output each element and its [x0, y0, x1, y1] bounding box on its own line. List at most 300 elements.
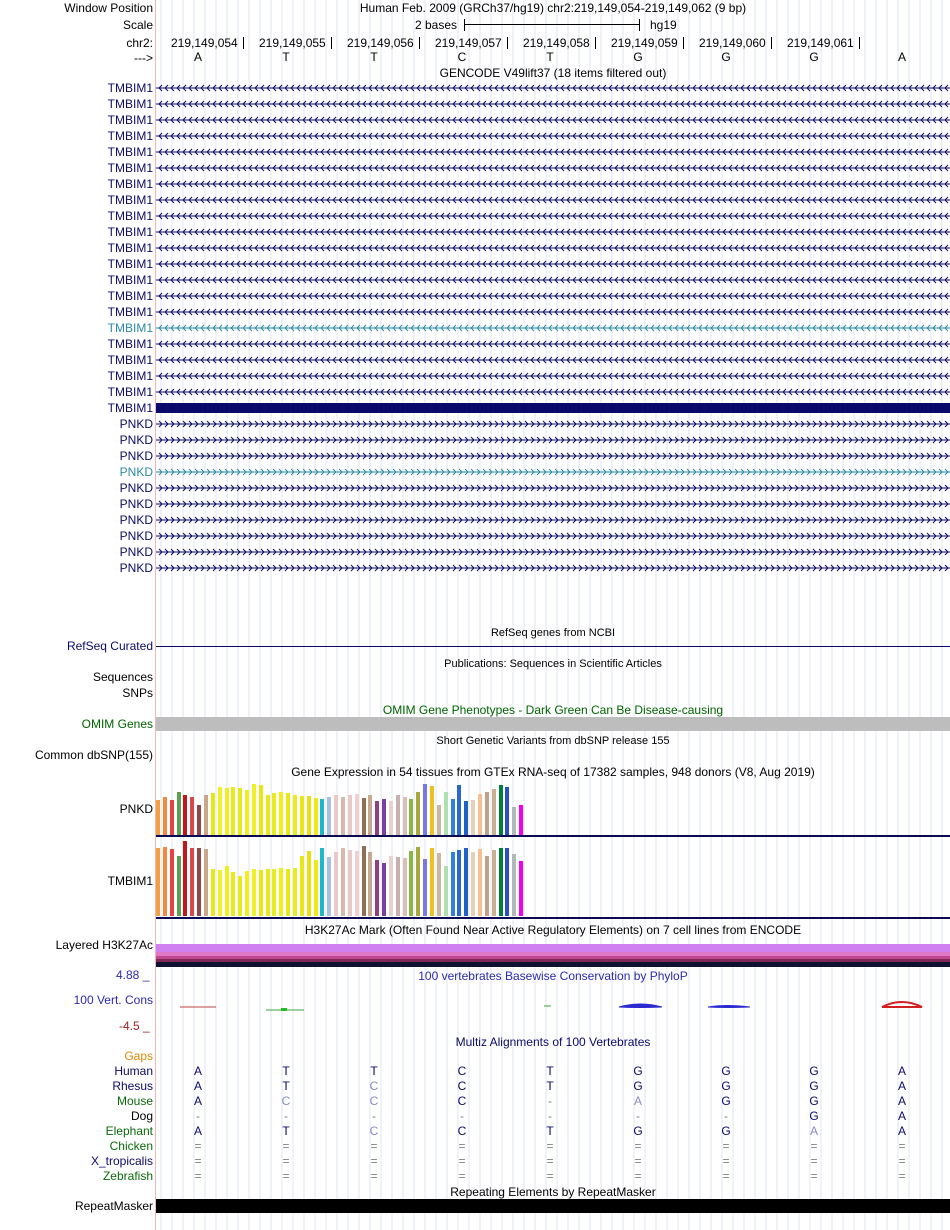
gencode-tmbim1-label[interactable]: TMBIM1 — [107, 209, 153, 223]
multiz-base: C — [457, 1094, 467, 1108]
chrom-label: chr2: — [126, 36, 153, 50]
gencode-tmbim1-label[interactable]: TMBIM1 — [107, 337, 153, 351]
gtex-tmbim1-bar[interactable] — [505, 848, 509, 916]
gencode-tmbim1-transcript[interactable] — [156, 306, 950, 318]
gtex-pnkd-bar[interactable] — [320, 799, 324, 835]
reference-base: T — [370, 50, 378, 64]
gencode-pnkd-label[interactable]: PNKD — [119, 513, 153, 527]
gtex-pnkd-bar[interactable] — [279, 792, 283, 835]
gencode-pnkd-label[interactable]: PNKD — [119, 465, 153, 479]
omim-label[interactable]: OMIM Genes — [81, 717, 153, 731]
gencode-pnkd-label[interactable]: PNKD — [119, 545, 153, 559]
reference-base: C — [457, 50, 467, 64]
gtex-pnkd-bar[interactable] — [423, 784, 427, 835]
gtex-tmbim1-bar[interactable] — [252, 869, 256, 916]
gtex-tmbim1-bar[interactable] — [499, 848, 503, 916]
multiz-base: T — [546, 1079, 554, 1093]
multiz-base: G — [721, 1094, 731, 1108]
multiz-base: = — [634, 1154, 642, 1168]
gencode-pnkd-transcript[interactable] — [156, 530, 950, 542]
gtex-pnkd-bar[interactable] — [492, 789, 496, 835]
multiz-base: = — [282, 1154, 290, 1168]
gtex-pnkd-bar[interactable] — [478, 794, 482, 835]
gtex-tmbim1-bar[interactable] — [190, 848, 194, 916]
gencode-tmbim1-transcript[interactable] — [156, 226, 950, 238]
multiz-base: G — [809, 1079, 819, 1093]
gtex-pnkd-bar[interactable] — [451, 799, 455, 835]
dbsnp-label[interactable]: Common dbSNP(155) — [34, 748, 153, 762]
gtex-pnkd-bar[interactable] — [272, 793, 276, 835]
multiz-species-label[interactable]: Chicken — [109, 1139, 153, 1153]
gencode-tmbim1-label[interactable]: TMBIM1 — [107, 369, 153, 383]
multiz-base: T — [546, 1124, 554, 1138]
gencode-pnkd-label[interactable]: PNKD — [119, 481, 153, 495]
gtex-pnkd-bar[interactable] — [389, 801, 393, 835]
multiz-base: = — [810, 1154, 818, 1168]
gtex-tmbim1-bar[interactable] — [375, 860, 379, 916]
gencode-tmbim1-label[interactable]: TMBIM1 — [107, 353, 153, 367]
gtex-tmbim1-bar[interactable] — [197, 848, 201, 916]
gencode-tmbim1-label[interactable]: TMBIM1 — [107, 145, 153, 159]
gtex-tmbim1-bar[interactable] — [464, 848, 468, 916]
position-label: 219,149,058 — [523, 36, 596, 50]
gtex-tmbim1-bar[interactable] — [471, 852, 475, 916]
position-label: 219,149,060 — [699, 36, 772, 50]
gtex-pnkd-bar[interactable] — [499, 785, 503, 835]
gencode-tmbim1-label[interactable]: TMBIM1 — [107, 81, 153, 95]
gtex-tmbim1-bar[interactable] — [245, 871, 249, 916]
gtex-pnkd-bar[interactable] — [211, 793, 215, 835]
gtex-pnkd-bar[interactable] — [300, 796, 304, 835]
multiz-species-label[interactable]: Dog — [130, 1109, 153, 1123]
gtex-tmbim1-bar[interactable] — [512, 854, 516, 916]
gencode-tmbim1-label[interactable]: TMBIM1 — [107, 385, 153, 399]
gencode-title: GENCODE V49lift37 (18 items filtered out) — [439, 66, 667, 80]
omim-bar[interactable] — [156, 717, 950, 731]
gencode-tmbim1-transcript[interactable] — [156, 370, 950, 382]
gencode-tmbim1-transcript[interactable] — [156, 130, 950, 142]
gtex-tmbim1-bar[interactable] — [341, 848, 345, 916]
repeatmasker-bar[interactable] — [156, 1199, 950, 1213]
multiz-base: = — [722, 1154, 730, 1168]
multiz-base: C — [281, 1094, 291, 1108]
gtex-pnkd-bar[interactable] — [177, 792, 181, 835]
gtex-tmbim1-bar[interactable] — [444, 866, 448, 916]
gencode-tmbim1-label[interactable]: TMBIM1 — [107, 257, 153, 271]
gencode-pnkd-label[interactable]: PNKD — [119, 449, 153, 463]
multiz-base: = — [722, 1169, 730, 1183]
gencode-tmbim1-transcript[interactable] — [156, 146, 950, 158]
gtex-pnkd-bar[interactable] — [190, 797, 194, 835]
multiz-base: A — [897, 1064, 906, 1078]
multiz-base: T — [282, 1079, 290, 1093]
gtex-pnkd-bar[interactable] — [266, 795, 270, 835]
gencode-tmbim1-label[interactable]: TMBIM1 — [107, 273, 153, 287]
multiz-base: = — [898, 1169, 906, 1183]
multiz-base: G — [633, 1079, 643, 1093]
gencode-tmbim1-transcript[interactable] — [156, 403, 950, 413]
gtex-pnkd-bar[interactable] — [444, 792, 448, 835]
gtex-gene1-label[interactable]: PNKD — [119, 802, 153, 816]
position-label: 219,149,054 — [171, 36, 244, 50]
multiz-base: T — [282, 1124, 290, 1138]
multiz-base: - — [548, 1094, 552, 1108]
multiz-base: T — [546, 1064, 554, 1078]
gtex-tmbim1-bar[interactable] — [238, 876, 242, 916]
multiz-base: C — [457, 1124, 467, 1138]
gencode-pnkd-transcript[interactable] — [156, 418, 950, 430]
multiz-base: C — [457, 1064, 467, 1078]
gencode-pnkd-transcript[interactable] — [156, 562, 950, 574]
multiz-base: - — [284, 1109, 288, 1123]
gencode-tmbim1-transcript[interactable] — [156, 338, 950, 350]
gtex-tmbim1-bar[interactable] — [478, 849, 482, 916]
multiz-base: = — [634, 1139, 642, 1153]
multiz-base: A — [193, 1124, 202, 1138]
gencode-pnkd-transcript[interactable] — [156, 514, 950, 526]
multiz-base: = — [194, 1139, 202, 1153]
gencode-pnkd-transcript[interactable] — [156, 546, 950, 558]
gtex-pnkd-bar[interactable] — [348, 795, 352, 835]
multiz-base: A — [193, 1094, 202, 1108]
gtex-gene2-label[interactable]: TMBIM1 — [107, 874, 153, 888]
multiz-base: = — [810, 1139, 818, 1153]
multiz-base: = — [898, 1154, 906, 1168]
gencode-pnkd-label[interactable]: PNKD — [119, 417, 153, 431]
multiz-gaps-label[interactable]: Gaps — [124, 1049, 153, 1063]
multiz-base: C — [369, 1094, 379, 1108]
reference-base: A — [897, 50, 906, 64]
gtex-pnkd-bar[interactable] — [368, 795, 372, 835]
gencode-tmbim1-label[interactable]: TMBIM1 — [107, 161, 153, 175]
gtex-separator-1 — [156, 835, 950, 837]
multiz-base: A — [193, 1064, 202, 1078]
multiz-base: G — [721, 1064, 731, 1078]
multiz-base: G — [633, 1064, 643, 1078]
multiz-base: = — [458, 1169, 466, 1183]
repeatmasker-title: Repeating Elements by RepeatMasker — [450, 1185, 656, 1199]
gtex-tmbim1-bar[interactable] — [286, 869, 290, 916]
h3k27ac-label[interactable]: Layered H3K27Ac — [55, 938, 153, 952]
gtex-tmbim1-bar[interactable] — [300, 856, 304, 916]
repeatmasker-label[interactable]: RepeatMasker — [74, 1199, 153, 1213]
gencode-pnkd-transcript[interactable] — [156, 434, 950, 446]
gtex-tmbim1-bar[interactable] — [218, 870, 222, 916]
multiz-base: = — [370, 1154, 378, 1168]
gencode-pnkd-transcript[interactable] — [156, 498, 950, 510]
gencode-tmbim1-label[interactable]: TMBIM1 — [107, 193, 153, 207]
gtex-tmbim1-bar[interactable] — [396, 857, 400, 916]
phylop-min-label: -4.5 _ — [119, 1019, 150, 1033]
gtex-tmbim1-bar[interactable] — [430, 848, 434, 916]
gtex-pnkd-bar[interactable] — [471, 800, 475, 835]
gtex-tmbim1-bar[interactable] — [225, 866, 229, 916]
reference-base: A — [193, 50, 202, 64]
gtex-tmbim1-bar[interactable] — [334, 852, 338, 916]
gencode-tmbim1-transcript[interactable] — [156, 194, 950, 206]
multiz-base: A — [193, 1079, 202, 1093]
multiz-base: G — [721, 1079, 731, 1093]
gencode-tmbim1-transcript[interactable] — [156, 274, 950, 286]
multiz-base: = — [722, 1139, 730, 1153]
multiz-base: - — [460, 1109, 464, 1123]
gencode-tmbim1-transcript[interactable] — [156, 290, 950, 302]
gtex-pnkd-bar[interactable] — [519, 805, 523, 835]
multiz-base: = — [282, 1169, 290, 1183]
gtex-pnkd-bar[interactable] — [293, 795, 297, 835]
gtex-pnkd-bar[interactable] — [505, 787, 509, 835]
scale-bar — [464, 19, 640, 31]
gtex-pnkd-bar[interactable] — [416, 792, 420, 835]
gtex-tmbim1-bar[interactable] — [451, 852, 455, 916]
gtex-tmbim1-bar[interactable] — [156, 848, 160, 916]
gtex-pnkd-bar[interactable] — [163, 797, 167, 835]
publications-title: Publications: Sequences in Scientific Articles — [444, 658, 662, 670]
multiz-base: A — [897, 1109, 906, 1123]
gtex-pnkd-bar[interactable] — [430, 786, 434, 835]
gtex-pnkd-bar[interactable] — [327, 797, 331, 835]
gtex-tmbim1-bar[interactable] — [362, 846, 366, 916]
multiz-species-label[interactable]: X_tropicalis — [90, 1154, 153, 1168]
gtex-pnkd-bar[interactable] — [204, 795, 208, 835]
gtex-tmbim1-bar[interactable] — [211, 869, 215, 916]
gtex-pnkd-bar[interactable] — [334, 795, 338, 835]
position-label: 219,149,059 — [611, 36, 684, 50]
gencode-tmbim1-transcript[interactable] — [156, 354, 950, 366]
multiz-base: G — [721, 1124, 731, 1138]
gencode-tmbim1-transcript[interactable] — [156, 98, 950, 110]
gtex-tmbim1-bar[interactable] — [519, 861, 523, 916]
position-label: 219,149,061 — [787, 36, 860, 50]
gtex-title: Gene Expression in 54 tissues from GTEx RNA-seq of 17382 samples, 948 donors (V8, Aug 2019) — [291, 765, 815, 779]
gencode-pnkd-label[interactable]: PNKD — [119, 497, 153, 511]
gtex-pnkd-bar[interactable] — [307, 796, 311, 835]
publications-snps-label[interactable]: SNPs — [122, 686, 153, 700]
gtex-pnkd-bar[interactable] — [231, 787, 235, 835]
omim-title: OMIM Gene Phenotypes - Dark Green Can Be Disease-causing — [382, 703, 724, 717]
reference-base: G — [721, 50, 731, 64]
gtex-pnkd-bar[interactable] — [375, 801, 379, 835]
multiz-base: = — [370, 1139, 378, 1153]
gtex-tmbim1-bar[interactable] — [170, 849, 174, 916]
gtex-pnkd-bar[interactable] — [225, 788, 229, 835]
gtex-tmbim1-bar[interactable] — [389, 856, 393, 916]
multiz-base: = — [194, 1154, 202, 1168]
gtex-pnkd-bar[interactable] — [197, 805, 201, 835]
gencode-tmbim1-transcript[interactable] — [156, 114, 950, 126]
gtex-tmbim1-bar[interactable] — [485, 856, 489, 916]
gtex-tmbim1-bar[interactable] — [382, 863, 386, 916]
gtex-tmbim1-bar[interactable] — [307, 851, 311, 916]
multiz-species-label[interactable]: Elephant — [105, 1124, 153, 1138]
refseq-label[interactable]: RefSeq Curated — [66, 639, 153, 653]
gencode-tmbim1-label[interactable]: TMBIM1 — [107, 113, 153, 127]
gtex-pnkd-bar[interactable] — [485, 792, 489, 835]
multiz-base: = — [546, 1154, 554, 1168]
multiz-base: = — [458, 1154, 466, 1168]
gtex-tmbim1-bar[interactable] — [183, 841, 187, 916]
gtex-pnkd-bar[interactable] — [409, 799, 413, 835]
gtex-tmbim1-bar[interactable] — [259, 870, 263, 916]
gtex-tmbim1-bar[interactable] — [457, 850, 461, 916]
gtex-pnkd-bar[interactable] — [170, 800, 174, 835]
phylop-title: 100 vertebrates Basewise Conservation by PhyloP — [418, 969, 688, 983]
gtex-tmbim1-bar[interactable] — [293, 868, 297, 916]
multiz-base: = — [634, 1169, 642, 1183]
gtex-pnkd-bar[interactable] — [362, 798, 366, 835]
multiz-base: A — [897, 1124, 906, 1138]
gtex-pnkd-bar[interactable] — [218, 787, 222, 835]
gtex-pnkd-chart[interactable] — [156, 780, 536, 835]
multiz-base: - — [196, 1109, 200, 1123]
gtex-pnkd-bar[interactable] — [457, 785, 461, 835]
gtex-tmbim1-bar[interactable] — [348, 850, 352, 916]
gtex-tmbim1-bar[interactable] — [272, 869, 276, 916]
h3k27ac-title: H3K27Ac Mark (Often Found Near Active Regulatory Elements) on 7 cell lines from ENCODE — [304, 923, 802, 937]
gtex-pnkd-bar[interactable] — [382, 799, 386, 835]
gtex-tmbim1-bar[interactable] — [492, 850, 496, 916]
gtex-tmbim1-bar[interactable] — [437, 853, 441, 916]
position-label: 219,149,056 — [347, 36, 420, 50]
gtex-pnkd-bar[interactable] — [341, 797, 345, 835]
multiz-base: - — [372, 1109, 376, 1123]
multiz-base: G — [633, 1124, 643, 1138]
multiz-base: = — [546, 1139, 554, 1153]
scale-text: 2 bases — [415, 18, 458, 32]
gtex-tmbim1-bar[interactable] — [416, 847, 420, 916]
gtex-tmbim1-bar[interactable] — [327, 857, 331, 916]
reference-base: T — [546, 50, 554, 64]
gencode-pnkd-label[interactable]: PNKD — [119, 433, 153, 447]
gencode-tmbim1-label[interactable]: TMBIM1 — [107, 177, 153, 191]
position-label: 219,149,055 — [259, 36, 332, 50]
gtex-tmbim1-bar[interactable] — [177, 856, 181, 916]
gencode-pnkd-transcript[interactable] — [156, 450, 950, 462]
gencode-tmbim1-label[interactable]: TMBIM1 — [107, 97, 153, 111]
gencode-pnkd-transcript[interactable] — [156, 482, 950, 494]
gtex-pnkd-bar[interactable] — [259, 785, 263, 835]
multiz-base: C — [369, 1079, 379, 1093]
multiz-base: = — [898, 1139, 906, 1153]
multiz-base: C — [457, 1079, 467, 1093]
multiz-species-label[interactable]: Mouse — [116, 1094, 153, 1108]
gencode-tmbim1-label[interactable]: TMBIM1 — [107, 401, 153, 415]
multiz-base: G — [809, 1094, 819, 1108]
gencode-tmbim1-transcript[interactable] — [156, 210, 950, 222]
scale-label: Scale — [122, 18, 153, 32]
multiz-base: A — [897, 1094, 906, 1108]
gencode-tmbim1-label[interactable]: TMBIM1 — [107, 305, 153, 319]
multiz-base: C — [369, 1124, 379, 1138]
multiz-title: Multiz Alignments of 100 Vertebrates — [455, 1035, 651, 1049]
gtex-tmbim1-bar[interactable] — [403, 858, 407, 916]
phylop-graph[interactable] — [156, 995, 950, 1015]
gtex-pnkd-bar[interactable] — [437, 805, 441, 835]
gencode-tmbim1-transcript[interactable] — [156, 82, 950, 94]
reference-base: G — [809, 50, 819, 64]
multiz-base: = — [458, 1139, 466, 1153]
gtex-pnkd-bar[interactable] — [355, 794, 359, 835]
multiz-base: = — [194, 1169, 202, 1183]
multiz-base: = — [282, 1139, 290, 1153]
phylop-max-label: 4.88 _ — [116, 968, 150, 982]
gtex-tmbim1-bar[interactable] — [320, 848, 324, 916]
gencode-tmbim1-transcript[interactable] — [156, 258, 950, 270]
gtex-tmbim1-bar[interactable] — [266, 869, 270, 916]
gtex-pnkd-bar[interactable] — [314, 798, 318, 835]
gencode-tmbim1-label[interactable]: TMBIM1 — [107, 321, 153, 335]
publications-sequences-label[interactable]: Sequences — [92, 670, 153, 684]
multiz-base: A — [897, 1079, 906, 1093]
window-position-text: Human Feb. 2009 (GRCh37/hg19) chr2:219,149,054-219,149,062 (9 bp) — [359, 1, 747, 15]
gtex-tmbim1-bar[interactable] — [231, 872, 235, 916]
gtex-pnkd-bar[interactable] — [286, 793, 290, 835]
gtex-tmbim1-bar[interactable] — [163, 847, 167, 916]
gtex-pnkd-bar[interactable] — [183, 795, 187, 835]
gtex-separator-2 — [156, 917, 950, 919]
multiz-base: = — [810, 1169, 818, 1183]
gencode-tmbim1-label[interactable]: TMBIM1 — [107, 241, 153, 255]
multiz-species-label[interactable]: Human — [114, 1064, 153, 1078]
gencode-tmbim1-label[interactable]: TMBIM1 — [107, 289, 153, 303]
window-position-label: Window Position — [64, 1, 153, 15]
position-label: 219,149,057 — [435, 36, 508, 50]
gencode-tmbim1-label[interactable]: TMBIM1 — [107, 129, 153, 143]
gtex-pnkd-bar[interactable] — [403, 797, 407, 835]
gtex-pnkd-bar[interactable] — [156, 800, 160, 835]
gtex-pnkd-bar[interactable] — [245, 790, 249, 835]
gtex-tmbim1-bar[interactable] — [368, 852, 372, 916]
multiz-base: - — [724, 1109, 728, 1123]
gencode-pnkd-label[interactable]: PNKD — [119, 529, 153, 543]
scale-assembly: hg19 — [650, 18, 677, 32]
gtex-tmbim1-bar[interactable] — [314, 860, 318, 916]
gtex-tmbim1-bar[interactable] — [355, 851, 359, 916]
gencode-tmbim1-transcript[interactable] — [156, 242, 950, 254]
strand-label: ---> — [134, 51, 153, 65]
gencode-pnkd-label[interactable]: PNKD — [119, 561, 153, 575]
dbsnp-title: Short Genetic Variants from dbSNP release 155 — [436, 735, 670, 747]
gtex-tmbim1-bar[interactable] — [409, 851, 413, 916]
gencode-tmbim1-transcript[interactable] — [156, 178, 950, 190]
gtex-pnkd-bar[interactable] — [238, 788, 242, 835]
multiz-base: - — [548, 1109, 552, 1123]
multiz-species-label[interactable]: Zebrafish — [102, 1169, 153, 1183]
multiz-base: G — [809, 1109, 819, 1123]
gtex-pnkd-bar[interactable] — [252, 784, 256, 835]
multiz-base: - — [636, 1109, 640, 1123]
gencode-tmbim1-label[interactable]: TMBIM1 — [107, 225, 153, 239]
gtex-tmbim1-bar[interactable] — [279, 868, 283, 916]
gencode-tmbim1-transcript[interactable] — [156, 386, 950, 398]
gtex-pnkd-bar[interactable] — [396, 795, 400, 835]
gtex-tmbim1-chart[interactable] — [156, 840, 536, 916]
gencode-tmbim1-transcript[interactable] — [156, 322, 950, 334]
phylop-label[interactable]: 100 Vert. Cons — [73, 993, 153, 1007]
refseq-line[interactable] — [156, 646, 950, 647]
multiz-species-label[interactable]: Rhesus — [112, 1079, 153, 1093]
gtex-pnkd-bar[interactable] — [464, 801, 468, 835]
gtex-tmbim1-bar[interactable] — [423, 859, 427, 916]
multiz-base: A — [809, 1124, 818, 1138]
gtex-pnkd-bar[interactable] — [512, 807, 516, 835]
gtex-tmbim1-bar[interactable] — [204, 849, 208, 916]
gencode-tmbim1-transcript[interactable] — [156, 162, 950, 174]
multiz-base: = — [546, 1169, 554, 1183]
multiz-base: T — [370, 1064, 378, 1078]
gencode-pnkd-transcript[interactable] — [156, 466, 950, 478]
h3k27ac-layers[interactable] — [156, 944, 950, 967]
